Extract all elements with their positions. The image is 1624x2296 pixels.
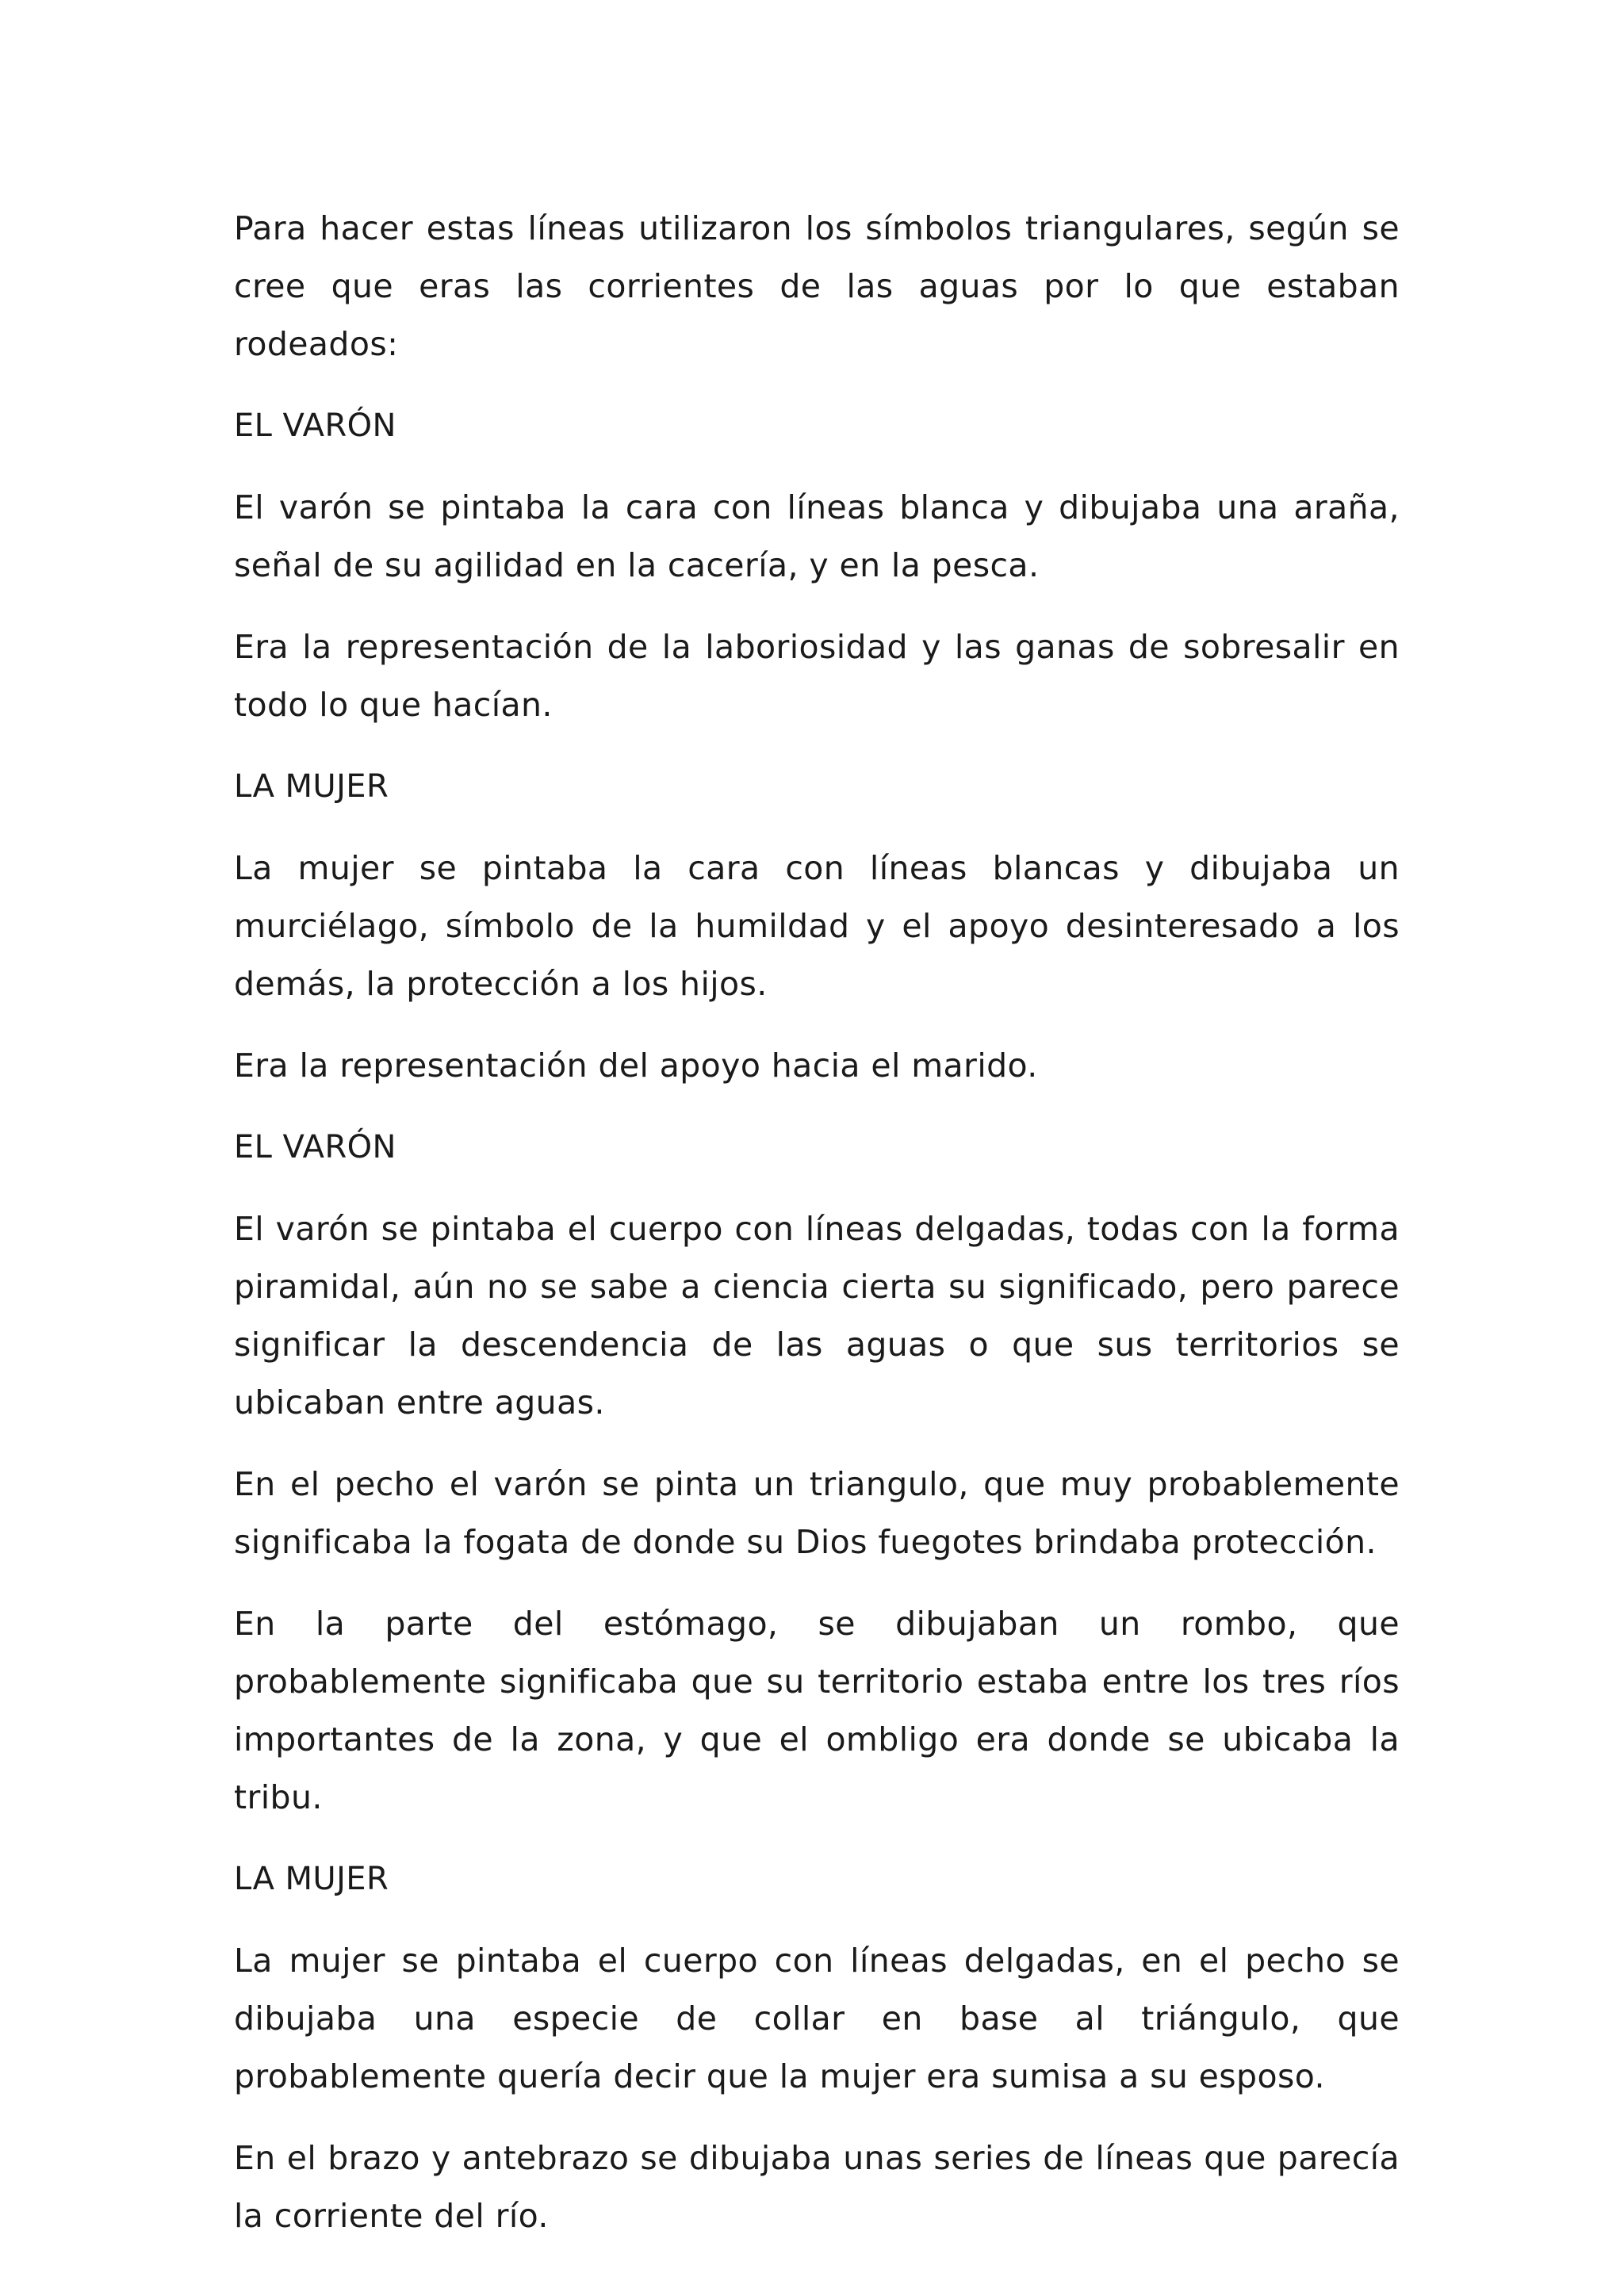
varon-face-paragraph: El varón se pintaba la cara con líneas blanca y dibujaba una araña, señal de su agilidad en la cacería, y en la pesca. <box>234 488 1400 584</box>
document-page <box>234 200 1400 2269</box>
mujer-face-paragraph: La mujer se pintaba la cara con líneas blancas y dibujaba un murciélago, símbolo de la humildad y el apoyo desinteresado a los demás, la protección a los hijos. <box>234 849 1400 1003</box>
section-heading-mujer-body: LA MUJER <box>234 1861 389 1897</box>
varon-body-paragraph: El varón se pintaba el cuerpo con líneas delgadas, todas con la forma piramidal, aún no se sabe a ciencia cierta su significado, pero parece significar la descendencia de las aguas o que sus territorios se ubicaban entre aguas. <box>234 1210 1400 1422</box>
varon-stomach-paragraph: En la parte del estómago, se dibujaban un rombo, que probablemente significaba que su territorio estaba entre los tres ríos importantes de la zona, y que el ombligo era donde se ubicaba la tribu. <box>234 1605 1400 1816</box>
intro-paragraph: Para hacer estas líneas utilizaron los símbolos triangulares, según se cree que eras las corrientes de las aguas por lo que estaban rodeados: <box>234 209 1400 363</box>
varon-chest-paragraph: En el pecho el varón se pinta un triangulo, que muy probablemente significaba la fogata de donde su Dios fuegotes brindaba protección. <box>234 1465 1400 1561</box>
section-heading-varon-face: EL VARÓN <box>234 408 396 444</box>
section-heading-mujer-face: LA MUJER <box>234 768 389 805</box>
varon-representation-paragraph: Era la representación de la laboriosidad y las ganas de sobresalir en todo lo que hacían. <box>234 628 1400 724</box>
section-heading-varon-body: EL VARÓN <box>234 1129 396 1165</box>
mujer-body-paragraph: La mujer se pintaba el cuerpo con líneas delgadas, en el pecho se dibujaba una especie de collar en base al triángulo, que probablemente quería decir que la mujer era sumisa a su esposo. <box>234 1942 1400 2095</box>
mujer-arm-paragraph: En el brazo y antebrazo se dibujaba unas series de líneas que parecía la corriente del río. <box>234 2139 1400 2235</box>
mujer-representation-paragraph: Era la representación del apoyo hacia el marido. <box>234 1047 1038 1085</box>
